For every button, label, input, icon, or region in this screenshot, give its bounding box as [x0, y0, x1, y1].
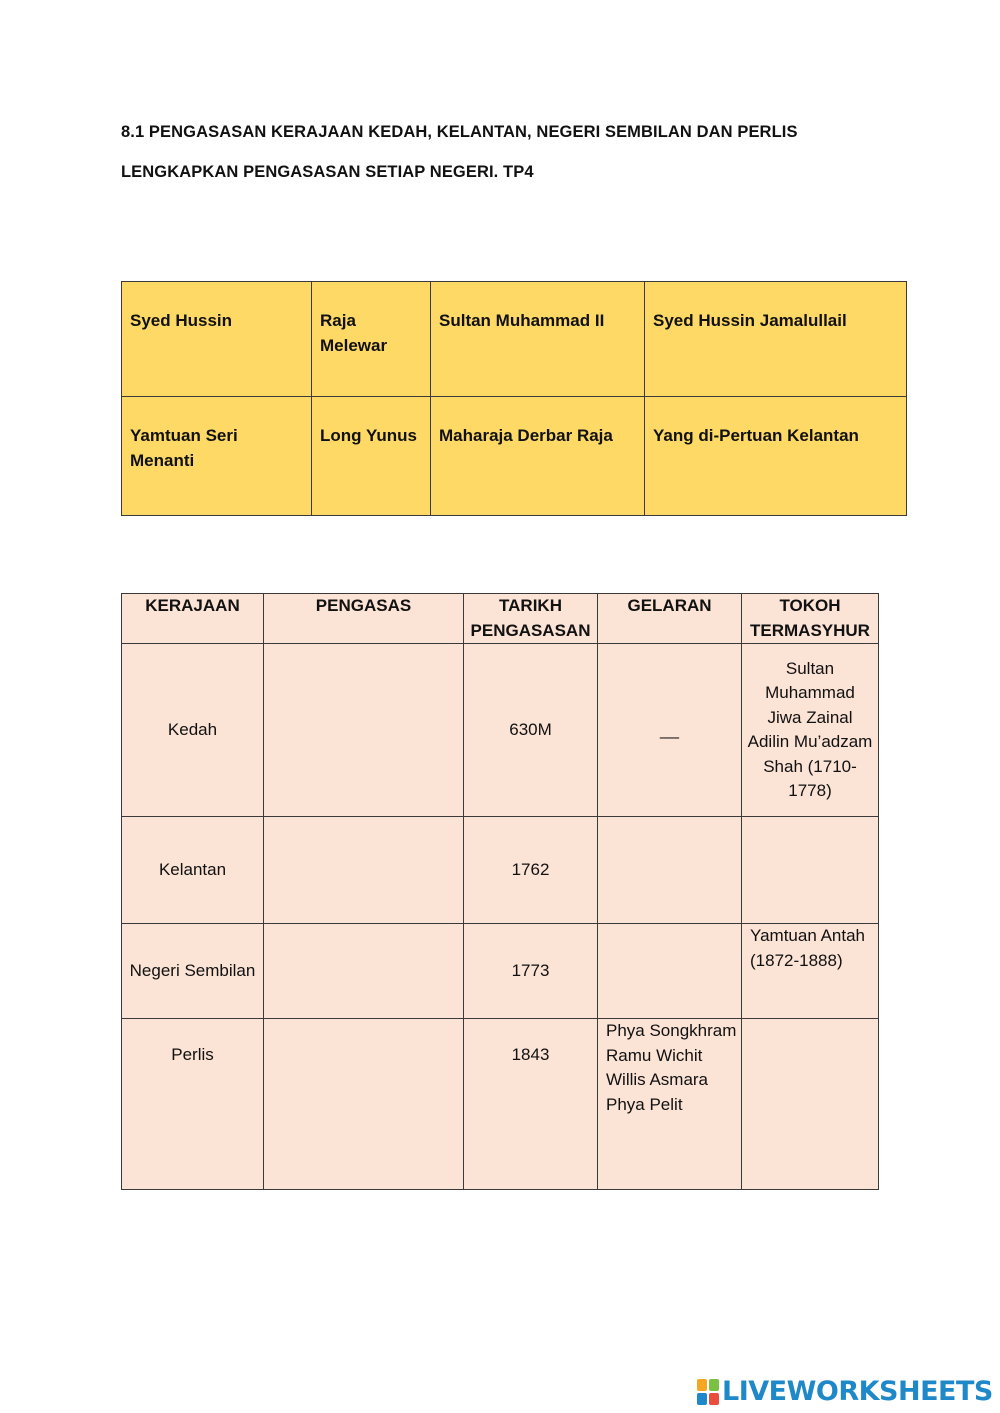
- logo-square-icon: [697, 1393, 707, 1405]
- word-bank-item[interactable]: Long Yunus: [312, 397, 431, 516]
- cell-tarikh: 1762: [464, 817, 598, 924]
- kerajaan-table: [121, 593, 879, 1190]
- section-heading: 8.1 PENGASASAN KERAJAAN KEDAH, KELANTAN, NEGERI SEMBILAN DAN PERLIS: [121, 123, 798, 141]
- answer-cell-tokoh[interactable]: [742, 817, 879, 924]
- cell-tarikh: 1773: [464, 924, 598, 1019]
- word-bank-item[interactable]: Syed Hussin: [122, 282, 312, 397]
- logo-square-icon: [697, 1379, 707, 1391]
- word-bank-item[interactable]: Sultan Muhammad II: [431, 282, 645, 397]
- logo-square-icon: [709, 1393, 719, 1405]
- cell-tokoh: Sultan Muhammad Jiwa Zainal Adilin Mu’adzam Shah (1710-1778): [742, 644, 879, 817]
- answer-cell-tokoh[interactable]: [742, 1019, 879, 1190]
- logo-square-icon: [709, 1379, 719, 1391]
- table-row: [122, 924, 879, 1019]
- cell-kerajaan: Perlis: [122, 1019, 264, 1190]
- answer-cell-gelaran[interactable]: [598, 817, 742, 924]
- word-bank-item[interactable]: Raja Melewar: [312, 282, 431, 397]
- word-bank-item[interactable]: Yang di-Pertuan Kelantan: [645, 397, 907, 516]
- cell-tarikh: 1843: [464, 1019, 598, 1190]
- cell-kerajaan: Kedah: [122, 644, 264, 817]
- header-pengasas: PENGASAS: [264, 594, 464, 644]
- cell-tarikh: 630M: [464, 644, 598, 817]
- instruction-heading: LENGKAPKAN PENGASASAN SETIAP NEGERI. TP4: [121, 163, 534, 181]
- answer-cell-pengasas[interactable]: [264, 644, 464, 817]
- header-tokoh: TOKOH TERMASYHUR: [742, 594, 879, 644]
- table-row: [122, 1019, 879, 1190]
- answer-cell-pengasas[interactable]: [264, 817, 464, 924]
- cell-gelaran: Phya Songkhram Ramu Wichit Willis Asmara Phya Pelit: [598, 1019, 742, 1190]
- table-row: [122, 644, 879, 817]
- word-bank-row: [122, 397, 907, 516]
- logo-text: LIVEWORKSHEETS: [722, 1376, 993, 1407]
- answer-cell-gelaran[interactable]: [598, 924, 742, 1019]
- cell-kerajaan: Negeri Sembilan: [122, 924, 264, 1019]
- answer-cell-pengasas[interactable]: [264, 924, 464, 1019]
- cell-tokoh: Yamtuan Antah (1872-1888): [742, 924, 879, 1019]
- liveworksheets-logo-icon: [697, 1379, 719, 1405]
- header-tarikh: TARIKH PENGASASAN: [464, 594, 598, 644]
- word-bank-table: [121, 281, 907, 516]
- header-gelaran: GELARAN: [598, 594, 742, 644]
- cell-kerajaan: Kelantan: [122, 817, 264, 924]
- word-bank-item[interactable]: Syed Hussin Jamalullail: [645, 282, 907, 397]
- word-bank-row: [122, 282, 907, 397]
- cell-gelaran: __: [598, 644, 742, 817]
- answer-cell-pengasas[interactable]: [264, 1019, 464, 1190]
- liveworksheets-logo: [697, 1376, 993, 1407]
- table-row: [122, 817, 879, 924]
- word-bank-item[interactable]: Yamtuan Seri Menanti: [122, 397, 312, 516]
- table-header-row: [122, 594, 879, 644]
- header-kerajaan: KERAJAAN: [122, 594, 264, 644]
- word-bank-item[interactable]: Maharaja Derbar Raja: [431, 397, 645, 516]
